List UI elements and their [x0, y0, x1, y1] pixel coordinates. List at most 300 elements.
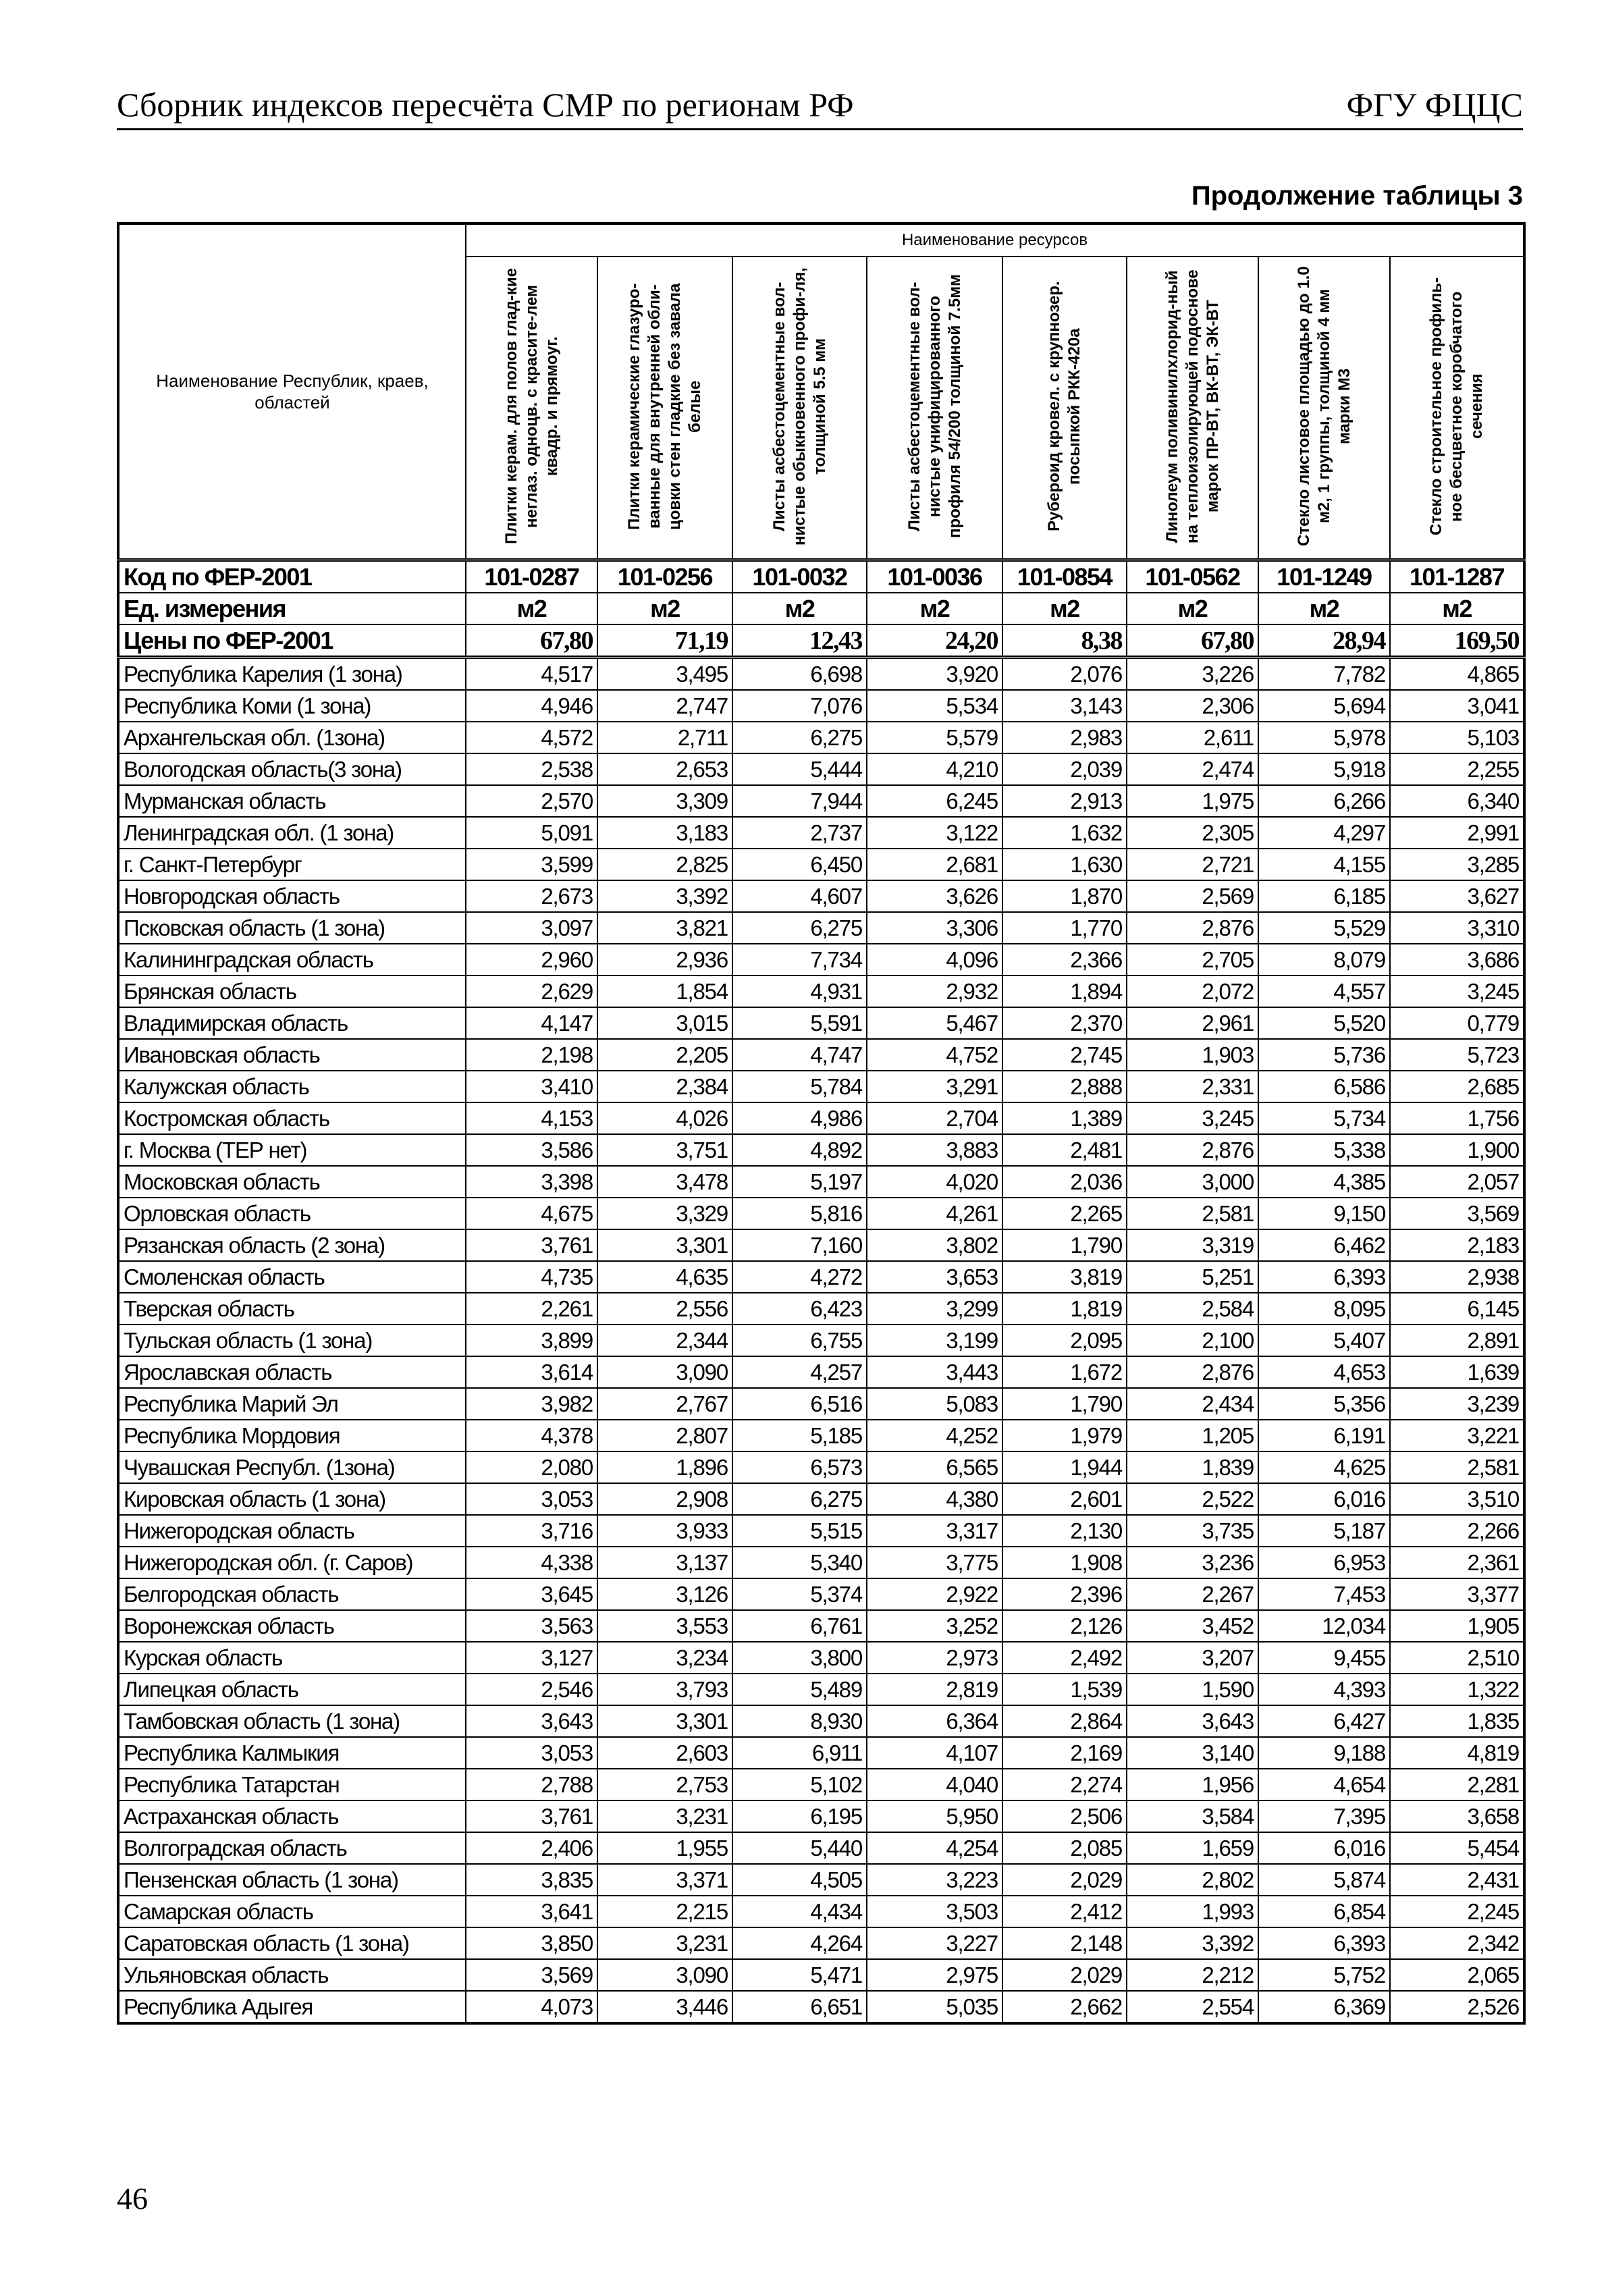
index-value: 2,412 [1002, 1896, 1127, 1927]
index-value: 5,471 [732, 1959, 867, 1991]
index-value: 3,143 [1002, 690, 1127, 722]
table-row [118, 944, 1524, 976]
index-value: 3,586 [466, 1134, 597, 1166]
resource-name: Листы асбестоцементные вол-нистые обыкновенного профи-ля, толщиной 5.5 мм [770, 267, 829, 545]
index-value: 2,396 [1002, 1578, 1127, 1610]
index-value: 3,371 [597, 1864, 732, 1896]
index-value: 5,489 [732, 1674, 867, 1705]
index-value: 3,231 [597, 1800, 732, 1832]
index-value: 2,065 [1390, 1959, 1524, 1991]
index-value: 5,338 [1258, 1134, 1390, 1166]
index-value: 5,874 [1258, 1864, 1390, 1896]
index-value: 2,711 [597, 722, 732, 753]
index-value: 5,752 [1258, 1959, 1390, 1991]
unit-of-measure: м2 [1390, 593, 1524, 624]
index-value: 2,767 [597, 1388, 732, 1420]
index-value: 3,392 [1127, 1927, 1258, 1959]
table-row [118, 722, 1524, 753]
index-value: 6,275 [732, 1483, 867, 1515]
unit-of-measure: м2 [1258, 593, 1390, 624]
index-value: 3,227 [867, 1927, 1002, 1959]
index-value: 3,127 [466, 1642, 597, 1674]
index-value: 3,920 [867, 658, 1002, 691]
region-name: Ленинградская обл. (1 зона) [118, 817, 466, 849]
index-value: 2,681 [867, 849, 1002, 880]
resource-code: 101-0032 [732, 560, 867, 593]
index-value: 5,784 [732, 1071, 867, 1102]
index-value: 4,752 [867, 1039, 1002, 1071]
index-value: 2,556 [597, 1293, 732, 1325]
index-value: 5,816 [732, 1198, 867, 1229]
index-value: 3,377 [1390, 1578, 1524, 1610]
index-value: 2,908 [597, 1483, 732, 1515]
index-value: 3,446 [597, 1991, 732, 2023]
index-value: 6,423 [732, 1293, 867, 1325]
index-value: 6,565 [867, 1451, 1002, 1483]
region-name: Саратовская область (1 зона) [118, 1927, 466, 1959]
index-value: 2,961 [1127, 1007, 1258, 1039]
resource-column-header [1127, 257, 1258, 560]
index-value: 6,516 [732, 1388, 867, 1420]
table-row [118, 1769, 1524, 1800]
unit-of-measure: м2 [466, 593, 597, 624]
index-value: 2,960 [466, 944, 597, 976]
resource-column-header [732, 257, 867, 560]
index-value: 4,635 [597, 1261, 732, 1293]
table-row [118, 1800, 1524, 1832]
region-name: Тверская область [118, 1293, 466, 1325]
table-row [118, 976, 1524, 1007]
index-value: 3,299 [867, 1293, 1002, 1325]
index-value: 5,374 [732, 1578, 867, 1610]
index-value: 2,938 [1390, 1261, 1524, 1293]
index-value: 2,212 [1127, 1959, 1258, 1991]
region-name: Псковская область (1 зона) [118, 912, 466, 944]
region-name: Новгородская область [118, 880, 466, 912]
index-value: 8,095 [1258, 1293, 1390, 1325]
index-value: 2,305 [1127, 817, 1258, 849]
index-value: 2,266 [1390, 1515, 1524, 1547]
index-value: 2,526 [1390, 1991, 1524, 2023]
region-name: Владимирская область [118, 1007, 466, 1039]
index-value: 4,393 [1258, 1674, 1390, 1705]
table-row [118, 1991, 1524, 2023]
index-value: 4,272 [732, 1261, 867, 1293]
region-name: Волгоградская область [118, 1832, 466, 1864]
index-value: 4,505 [732, 1864, 867, 1896]
index-value: 2,510 [1390, 1642, 1524, 1674]
resource-code: 101-0256 [597, 560, 732, 593]
region-name: Республика Татарстан [118, 1769, 466, 1800]
table-row [118, 1166, 1524, 1198]
index-value: 3,933 [597, 1515, 732, 1547]
index-value: 4,297 [1258, 817, 1390, 849]
index-value: 6,016 [1258, 1483, 1390, 1515]
index-value: 2,932 [867, 976, 1002, 1007]
index-value: 4,607 [732, 880, 867, 912]
region-name: Архангельская обл. (1зона) [118, 722, 466, 753]
index-value: 3,306 [867, 912, 1002, 944]
index-value: 4,378 [466, 1420, 597, 1451]
unit-of-measure: м2 [1127, 593, 1258, 624]
index-value: 5,444 [732, 753, 867, 785]
index-value: 2,366 [1002, 944, 1127, 976]
index-value: 2,581 [1390, 1451, 1524, 1483]
index-value: 3,643 [466, 1705, 597, 1737]
index-value: 1,908 [1002, 1547, 1127, 1578]
index-value: 2,255 [1390, 753, 1524, 785]
index-value: 6,698 [732, 658, 867, 691]
index-value: 2,342 [1390, 1927, 1524, 1959]
index-value: 3,090 [597, 1959, 732, 1991]
unit-of-measure: м2 [732, 593, 867, 624]
index-value: 2,095 [1002, 1325, 1127, 1356]
index-value: 5,591 [732, 1007, 867, 1039]
index-value: 2,274 [1002, 1769, 1127, 1800]
index-value: 3,614 [466, 1356, 597, 1388]
index-value: 4,155 [1258, 849, 1390, 880]
index-value: 5,918 [1258, 753, 1390, 785]
index-value: 1,975 [1127, 785, 1258, 817]
index-value: 3,626 [867, 880, 1002, 912]
resource-column-header [1258, 257, 1390, 560]
index-value: 6,462 [1258, 1229, 1390, 1261]
index-value: 3,245 [1127, 1102, 1258, 1134]
region-name: Воронежская область [118, 1610, 466, 1642]
index-value: 2,029 [1002, 1959, 1127, 1991]
index-value: 3,553 [597, 1610, 732, 1642]
index-value: 2,085 [1002, 1832, 1127, 1864]
region-name: г. Москва (ТЕР нет) [118, 1134, 466, 1166]
index-value: 3,309 [597, 785, 732, 817]
resource-code: 101-0854 [1002, 560, 1127, 593]
index-value: 4,380 [867, 1483, 1002, 1515]
index-value: 1,839 [1127, 1451, 1258, 1483]
base-price: 71,19 [597, 624, 732, 658]
index-value: 2,611 [1127, 722, 1258, 753]
index-value: 3,982 [466, 1388, 597, 1420]
index-value: 3,599 [466, 849, 597, 880]
index-value: 2,802 [1127, 1864, 1258, 1896]
index-value: 2,581 [1127, 1198, 1258, 1229]
index-value: 1,900 [1390, 1134, 1524, 1166]
index-value: 5,035 [867, 1991, 1002, 2023]
index-value: 2,126 [1002, 1610, 1127, 1642]
index-value: 4,147 [466, 1007, 597, 1039]
index-value: 4,819 [1390, 1737, 1524, 1769]
index-value: 2,876 [1127, 912, 1258, 944]
table-row [118, 1959, 1524, 1991]
table-row [118, 1229, 1524, 1261]
index-value: 2,522 [1127, 1483, 1258, 1515]
index-value: 4,096 [867, 944, 1002, 976]
index-value: 4,073 [466, 1991, 597, 2023]
index-value: 3,053 [466, 1737, 597, 1769]
resource-name: Плитки керамические глазуро-ванные для внутренней обли-цовки стен гладкие без завала белые [625, 282, 704, 530]
index-value: 5,520 [1258, 1007, 1390, 1039]
index-value: 5,083 [867, 1388, 1002, 1420]
region-column-header: Наименование Республик, краев, областей [118, 223, 466, 560]
resource-column-header [597, 257, 732, 560]
index-value: 3,000 [1127, 1166, 1258, 1198]
index-value: 3,883 [867, 1134, 1002, 1166]
index-value: 1,944 [1002, 1451, 1127, 1483]
index-value: 4,625 [1258, 1451, 1390, 1483]
index-value: 5,736 [1258, 1039, 1390, 1071]
index-value: 1,205 [1127, 1420, 1258, 1451]
index-value: 5,723 [1390, 1039, 1524, 1071]
index-value: 1,790 [1002, 1388, 1127, 1420]
table-row [118, 1610, 1524, 1642]
index-value: 7,944 [732, 785, 867, 817]
index-value: 6,145 [1390, 1293, 1524, 1325]
index-value: 1,955 [597, 1832, 732, 1864]
resource-column-header [466, 257, 597, 560]
index-value: 2,076 [1002, 658, 1127, 691]
index-value: 2,913 [1002, 785, 1127, 817]
index-value: 2,936 [597, 944, 732, 976]
index-value: 2,072 [1127, 976, 1258, 1007]
index-value: 2,506 [1002, 1800, 1127, 1832]
price-index-table [117, 222, 1526, 2025]
table-row [118, 1420, 1524, 1451]
index-value: 1,956 [1127, 1769, 1258, 1800]
index-value: 1,903 [1127, 1039, 1258, 1071]
index-value: 3,207 [1127, 1642, 1258, 1674]
index-value: 4,026 [597, 1102, 732, 1134]
index-value: 2,922 [867, 1578, 1002, 1610]
index-value: 9,455 [1258, 1642, 1390, 1674]
base-price: 8,38 [1002, 624, 1127, 658]
index-value: 4,020 [867, 1166, 1002, 1198]
index-value: 4,747 [732, 1039, 867, 1071]
index-value: 3,231 [597, 1927, 732, 1959]
index-value: 3,775 [867, 1547, 1002, 1578]
index-value: 6,755 [732, 1325, 867, 1356]
table-row [118, 1356, 1524, 1388]
region-name: Чувашская Республ. (1зона) [118, 1451, 466, 1483]
index-value: 3,239 [1390, 1388, 1524, 1420]
region-name: Калининградская область [118, 944, 466, 976]
index-value: 5,950 [867, 1800, 1002, 1832]
index-value: 5,579 [867, 722, 1002, 753]
index-value: 3,793 [597, 1674, 732, 1705]
index-value: 6,586 [1258, 1071, 1390, 1102]
index-value: 4,653 [1258, 1356, 1390, 1388]
index-value: 4,338 [466, 1547, 597, 1578]
index-value: 3,090 [597, 1356, 732, 1388]
resource-name: Стекло листовое площадью до 1.0 м2, 1 группы, толщиной 4 мм марки М3 [1294, 266, 1354, 546]
index-value: 6,369 [1258, 1991, 1390, 2023]
region-name: Рязанская область (2 зона) [118, 1229, 466, 1261]
index-value: 2,745 [1002, 1039, 1127, 1071]
index-value: 6,191 [1258, 1420, 1390, 1451]
index-value: 6,761 [732, 1610, 867, 1642]
index-value: 3,658 [1390, 1800, 1524, 1832]
index-value: 3,850 [466, 1927, 597, 1959]
index-value: 2,991 [1390, 817, 1524, 849]
resource-code: 101-1249 [1258, 560, 1390, 593]
table-row [118, 658, 1524, 691]
index-value: 6,953 [1258, 1547, 1390, 1578]
table-row [118, 1864, 1524, 1896]
index-value: 2,431 [1390, 1864, 1524, 1896]
index-value: 4,385 [1258, 1166, 1390, 1198]
index-value: 3,503 [867, 1896, 1002, 1927]
index-value: 2,546 [466, 1674, 597, 1705]
table-row [118, 1896, 1524, 1927]
index-value: 2,370 [1002, 1007, 1127, 1039]
index-value: 2,891 [1390, 1325, 1524, 1356]
index-value: 2,100 [1127, 1325, 1258, 1356]
index-value: 2,057 [1390, 1166, 1524, 1198]
base-price: 12,43 [732, 624, 867, 658]
region-name: Ивановская область [118, 1039, 466, 1071]
index-value: 5,102 [732, 1769, 867, 1800]
index-value: 1,854 [597, 976, 732, 1007]
index-value: 3,735 [1127, 1515, 1258, 1547]
region-name: Московская область [118, 1166, 466, 1198]
region-name: Брянская область [118, 976, 466, 1007]
index-value: 5,340 [732, 1547, 867, 1578]
index-value: 3,627 [1390, 880, 1524, 912]
index-value: 3,569 [1390, 1198, 1524, 1229]
index-value: 4,040 [867, 1769, 1002, 1800]
index-value: 3,584 [1127, 1800, 1258, 1832]
index-value: 6,340 [1390, 785, 1524, 817]
index-value: 2,245 [1390, 1896, 1524, 1927]
index-value: 1,539 [1002, 1674, 1127, 1705]
index-value: 5,091 [466, 817, 597, 849]
index-value: 3,226 [1127, 658, 1258, 691]
index-value: 3,761 [466, 1800, 597, 1832]
region-name: Республика Коми (1 зона) [118, 690, 466, 722]
index-value: 5,534 [867, 690, 1002, 722]
index-value: 6,911 [732, 1737, 867, 1769]
index-value: 1,896 [597, 1451, 732, 1483]
index-value: 2,975 [867, 1959, 1002, 1991]
index-value: 7,782 [1258, 658, 1390, 691]
region-name: Курская область [118, 1642, 466, 1674]
index-value: 4,261 [867, 1198, 1002, 1229]
index-value: 5,467 [867, 1007, 1002, 1039]
index-value: 2,029 [1002, 1864, 1127, 1896]
region-name: Тамбовская область (1 зона) [118, 1705, 466, 1737]
table-row [118, 1261, 1524, 1293]
region-name: Костромская область [118, 1102, 466, 1134]
index-value: 6,854 [1258, 1896, 1390, 1927]
index-value: 3,686 [1390, 944, 1524, 976]
index-value: 2,406 [466, 1832, 597, 1864]
index-value: 4,252 [867, 1420, 1002, 1451]
index-value: 2,183 [1390, 1229, 1524, 1261]
index-value: 2,705 [1127, 944, 1258, 976]
index-value: 3,319 [1127, 1229, 1258, 1261]
index-value: 3,452 [1127, 1610, 1258, 1642]
index-value: 2,265 [1002, 1198, 1127, 1229]
index-value: 1,870 [1002, 880, 1127, 912]
index-value: 5,440 [732, 1832, 867, 1864]
index-value: 5,197 [732, 1166, 867, 1198]
index-value: 2,554 [1127, 1991, 1258, 2023]
region-name: Астраханская область [118, 1800, 466, 1832]
organization-name: ФГУ ФЦЦС [1346, 86, 1523, 124]
index-value: 3,310 [1390, 912, 1524, 944]
resource-name: Листы асбестоцементные вол-нистые унифицированного профиля 54/200 толщиной 7.5мм [905, 274, 964, 538]
index-value: 2,198 [466, 1039, 597, 1071]
index-value: 1,819 [1002, 1293, 1127, 1325]
index-value: 8,930 [732, 1705, 867, 1737]
index-value: 2,492 [1002, 1642, 1127, 1674]
index-value: 3,443 [867, 1356, 1002, 1388]
region-name: Мурманская область [118, 785, 466, 817]
table-row [118, 849, 1524, 880]
table-row [118, 1198, 1524, 1229]
index-value: 2,737 [732, 817, 867, 849]
index-value: 2,080 [466, 1451, 597, 1483]
region-name: Республика Карелия (1 зона) [118, 658, 466, 691]
region-name: Орловская область [118, 1198, 466, 1229]
region-name: Нижегородская область [118, 1515, 466, 1547]
index-value: 2,685 [1390, 1071, 1524, 1102]
index-value: 2,169 [1002, 1737, 1127, 1769]
region-name: Липецкая область [118, 1674, 466, 1705]
index-value: 3,751 [597, 1134, 732, 1166]
index-value: 6,275 [732, 722, 867, 753]
index-value: 2,653 [597, 753, 732, 785]
index-value: 3,641 [466, 1896, 597, 1927]
index-value: 4,865 [1390, 658, 1524, 691]
table-row [118, 912, 1524, 944]
index-value: 4,735 [466, 1261, 597, 1293]
index-value: 6,651 [732, 1991, 867, 2023]
index-value: 4,517 [466, 658, 597, 691]
index-value: 1,979 [1002, 1420, 1127, 1451]
index-value: 2,267 [1127, 1578, 1258, 1610]
index-value: 3,053 [466, 1483, 597, 1515]
index-value: 1,672 [1002, 1356, 1127, 1388]
index-value: 5,187 [1258, 1515, 1390, 1547]
index-value: 2,864 [1002, 1705, 1127, 1737]
index-value: 5,734 [1258, 1102, 1390, 1134]
index-value: 5,978 [1258, 722, 1390, 753]
resource-name: Плитки керам. для полов глад-кие неглаз. одноцв. с красите-лем квадр. и прямоуг. [502, 268, 561, 544]
table-row [118, 880, 1524, 912]
table-row [118, 817, 1524, 849]
index-value: 1,659 [1127, 1832, 1258, 1864]
region-name: Ульяновская область [118, 1959, 466, 1991]
index-value: 3,097 [466, 912, 597, 944]
index-value: 3,899 [466, 1325, 597, 1356]
index-value: 12,034 [1258, 1610, 1390, 1642]
region-name: Республика Марий Эл [118, 1388, 466, 1420]
region-name: Калужская область [118, 1071, 466, 1102]
index-value: 3,802 [867, 1229, 1002, 1261]
index-value: 3,819 [1002, 1261, 1127, 1293]
table-row [118, 785, 1524, 817]
index-value: 3,137 [597, 1547, 732, 1578]
region-name: Республика Калмыкия [118, 1737, 466, 1769]
table-row [118, 1293, 1524, 1325]
index-value: 3,835 [466, 1864, 597, 1896]
index-value: 1,790 [1002, 1229, 1127, 1261]
table-row [118, 1451, 1524, 1483]
index-value: 1,894 [1002, 976, 1127, 1007]
index-value: 2,306 [1127, 690, 1258, 722]
region-name: Республика Мордовия [118, 1420, 466, 1451]
index-value: 5,251 [1127, 1261, 1258, 1293]
index-value: 1,632 [1002, 817, 1127, 849]
